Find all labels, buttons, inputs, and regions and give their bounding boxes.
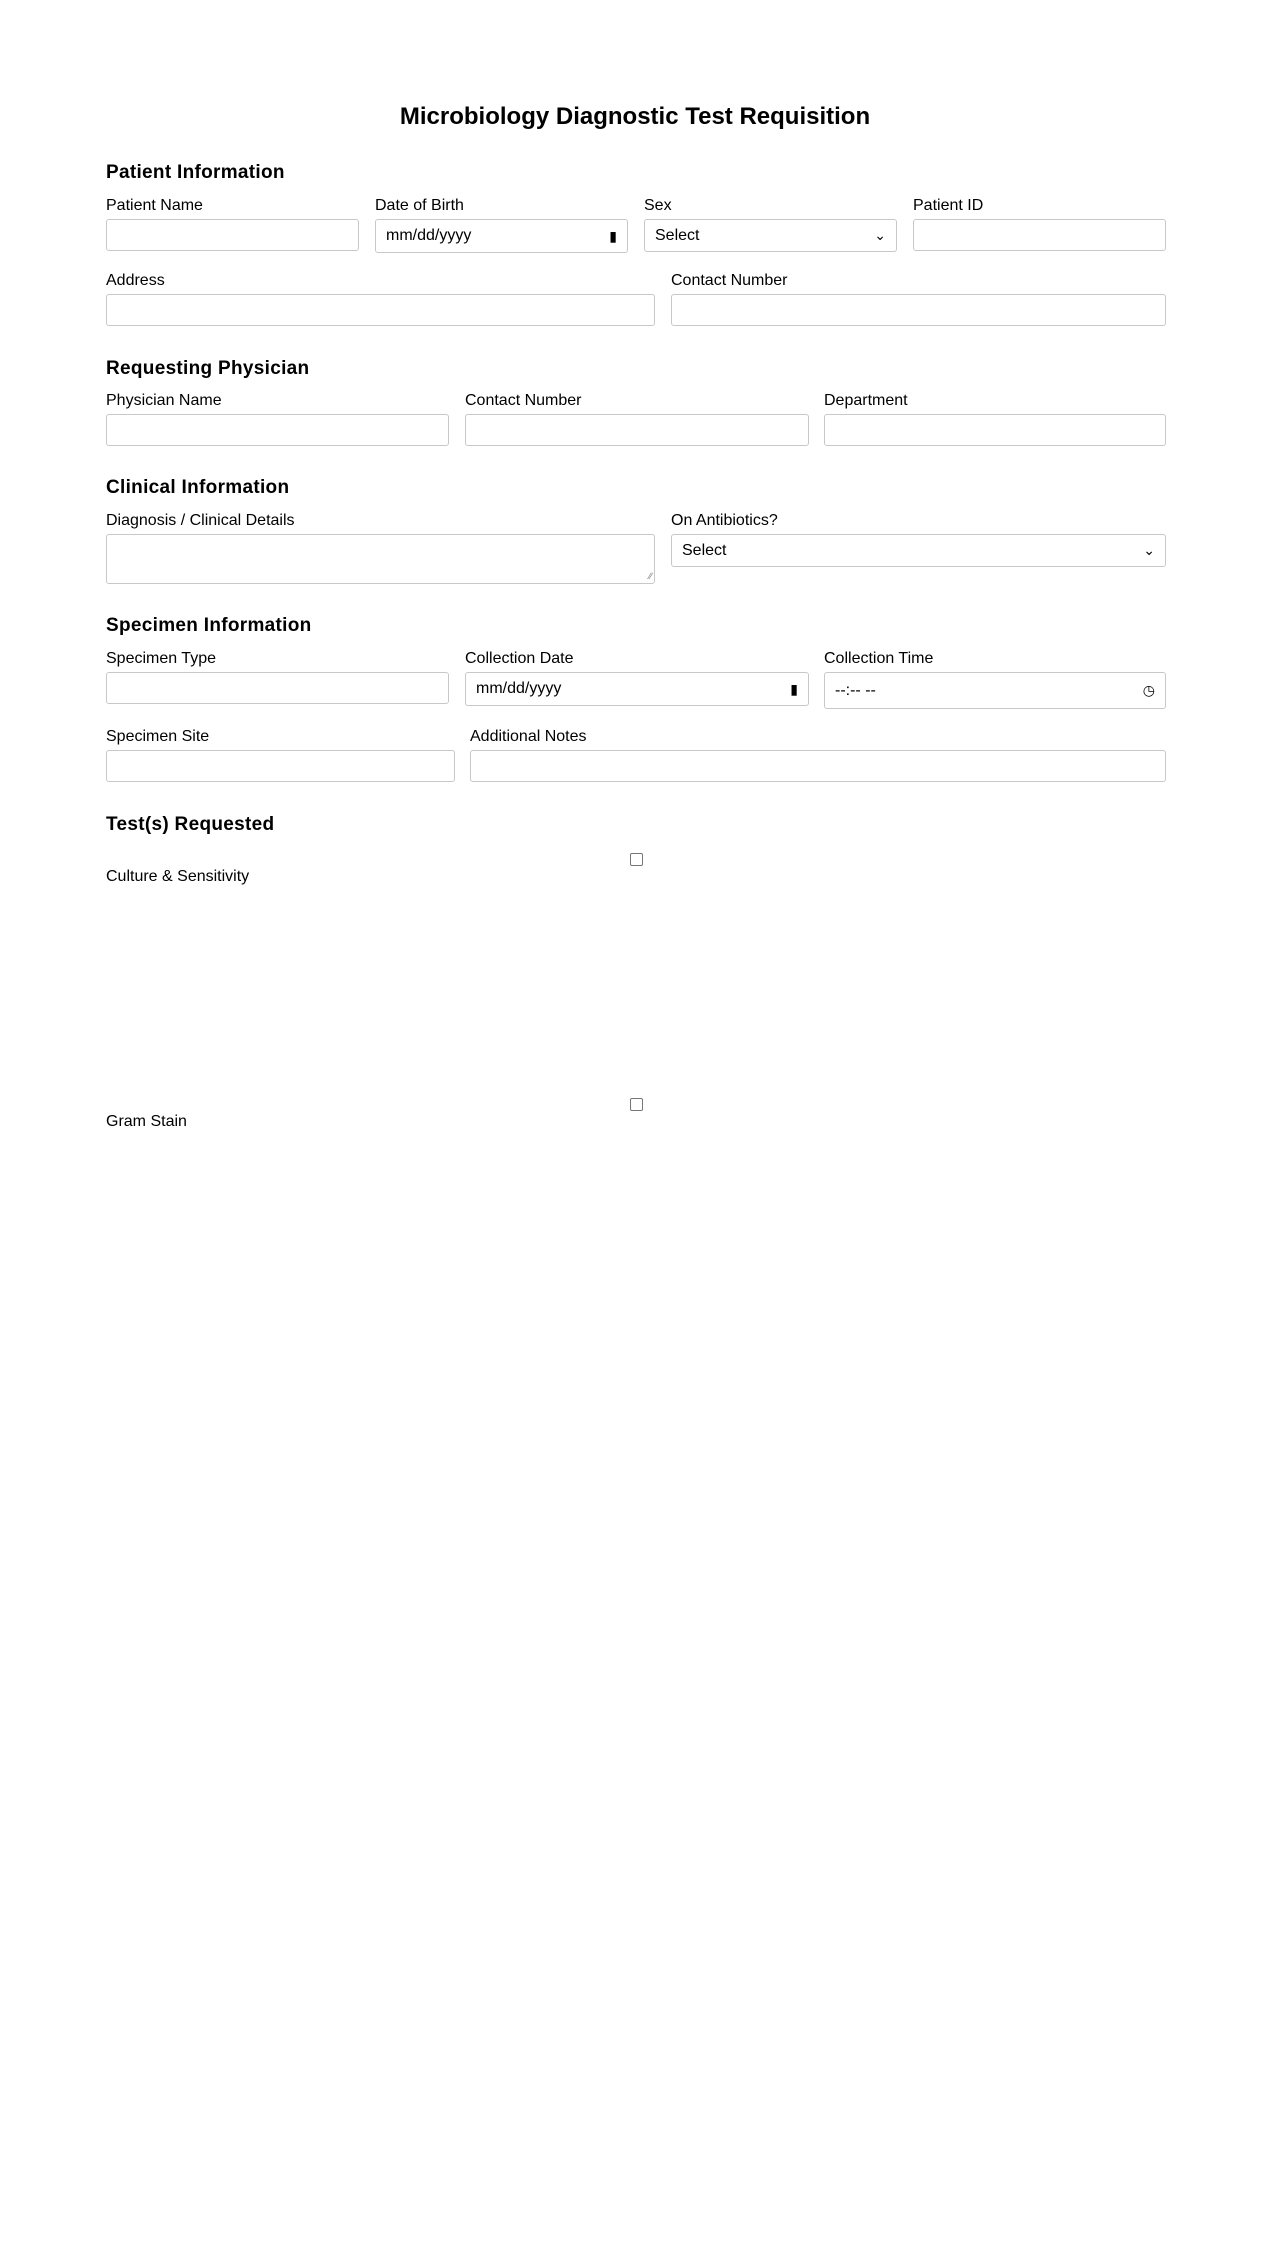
address-input[interactable] <box>106 294 655 326</box>
specimen-site-input[interactable] <box>106 750 455 782</box>
physician-name-input[interactable] <box>106 414 449 446</box>
gram-stain-label: Gram Stain <box>106 1113 187 1130</box>
additional-notes-label: Additional Notes <box>470 728 587 745</box>
collection-time-placeholder: --:-- -- <box>835 681 876 699</box>
section-heading-clinical: Clinical Information <box>106 477 290 498</box>
page-title: Microbiology Diagnostic Test Requisition <box>399 103 871 130</box>
diagnosis-textarea[interactable] <box>106 534 655 584</box>
patient-id-input[interactable] <box>913 219 1166 251</box>
dob-placeholder: mm/dd/yyyy <box>386 227 472 244</box>
diagnosis-label: Diagnosis / Clinical Details <box>106 512 295 529</box>
chevron-down-icon: ⌄ <box>1143 542 1155 558</box>
address-label: Address <box>106 272 165 289</box>
chevron-down-icon: ⌄ <box>874 227 886 243</box>
antibiotics-label: On Antibiotics? <box>671 512 778 529</box>
collection-date-label: Collection Date <box>465 650 574 667</box>
section-heading-physician: Requesting Physician <box>106 358 310 379</box>
dob-input[interactable] <box>375 219 628 253</box>
clock-icon[interactable]: ◷ <box>1142 682 1155 698</box>
sex-label: Sex <box>644 197 672 214</box>
dob-label: Date of Birth <box>375 197 464 214</box>
calendar-icon[interactable]: ▮ <box>790 680 798 697</box>
patient-id-label: Patient ID <box>913 197 984 214</box>
resize-handle-icon[interactable]: ∕∕ <box>648 571 652 581</box>
calendar-icon[interactable]: ▮ <box>609 227 617 244</box>
physician-contact-label: Contact Number <box>465 392 582 409</box>
antibiotics-select-value: Select <box>682 541 727 559</box>
specimen-site-label: Specimen Site <box>106 728 210 745</box>
collection-time-input[interactable] <box>824 672 1166 709</box>
patient-contact-input[interactable] <box>671 294 1166 326</box>
collection-date-input[interactable] <box>465 672 809 706</box>
section-heading-tests: Test(s) Requested <box>106 814 275 835</box>
physician-name-label: Physician Name <box>106 392 222 409</box>
patient-name-label: Patient Name <box>106 197 203 214</box>
section-heading-patient: Patient Information <box>106 162 285 183</box>
patient-name-input[interactable] <box>106 219 359 251</box>
collection-time-label: Collection Time <box>824 650 934 667</box>
section-heading-specimen: Specimen Information <box>106 615 312 636</box>
sex-select-value: Select <box>655 226 700 244</box>
physician-contact-input[interactable] <box>465 414 809 446</box>
specimen-type-input[interactable] <box>106 672 449 704</box>
department-label: Department <box>824 392 908 409</box>
culture-sensitivity-checkbox[interactable] <box>630 853 643 866</box>
gram-stain-checkbox[interactable] <box>630 1098 643 1111</box>
antibiotics-select[interactable] <box>671 534 1166 567</box>
additional-notes-input[interactable] <box>470 750 1166 782</box>
sex-select[interactable] <box>644 219 897 252</box>
department-input[interactable] <box>824 414 1166 446</box>
culture-sensitivity-label: Culture & Sensitivity <box>106 868 250 885</box>
specimen-type-label: Specimen Type <box>106 650 216 667</box>
patient-contact-label: Contact Number <box>671 272 788 289</box>
collection-date-placeholder: mm/dd/yyyy <box>476 680 562 697</box>
